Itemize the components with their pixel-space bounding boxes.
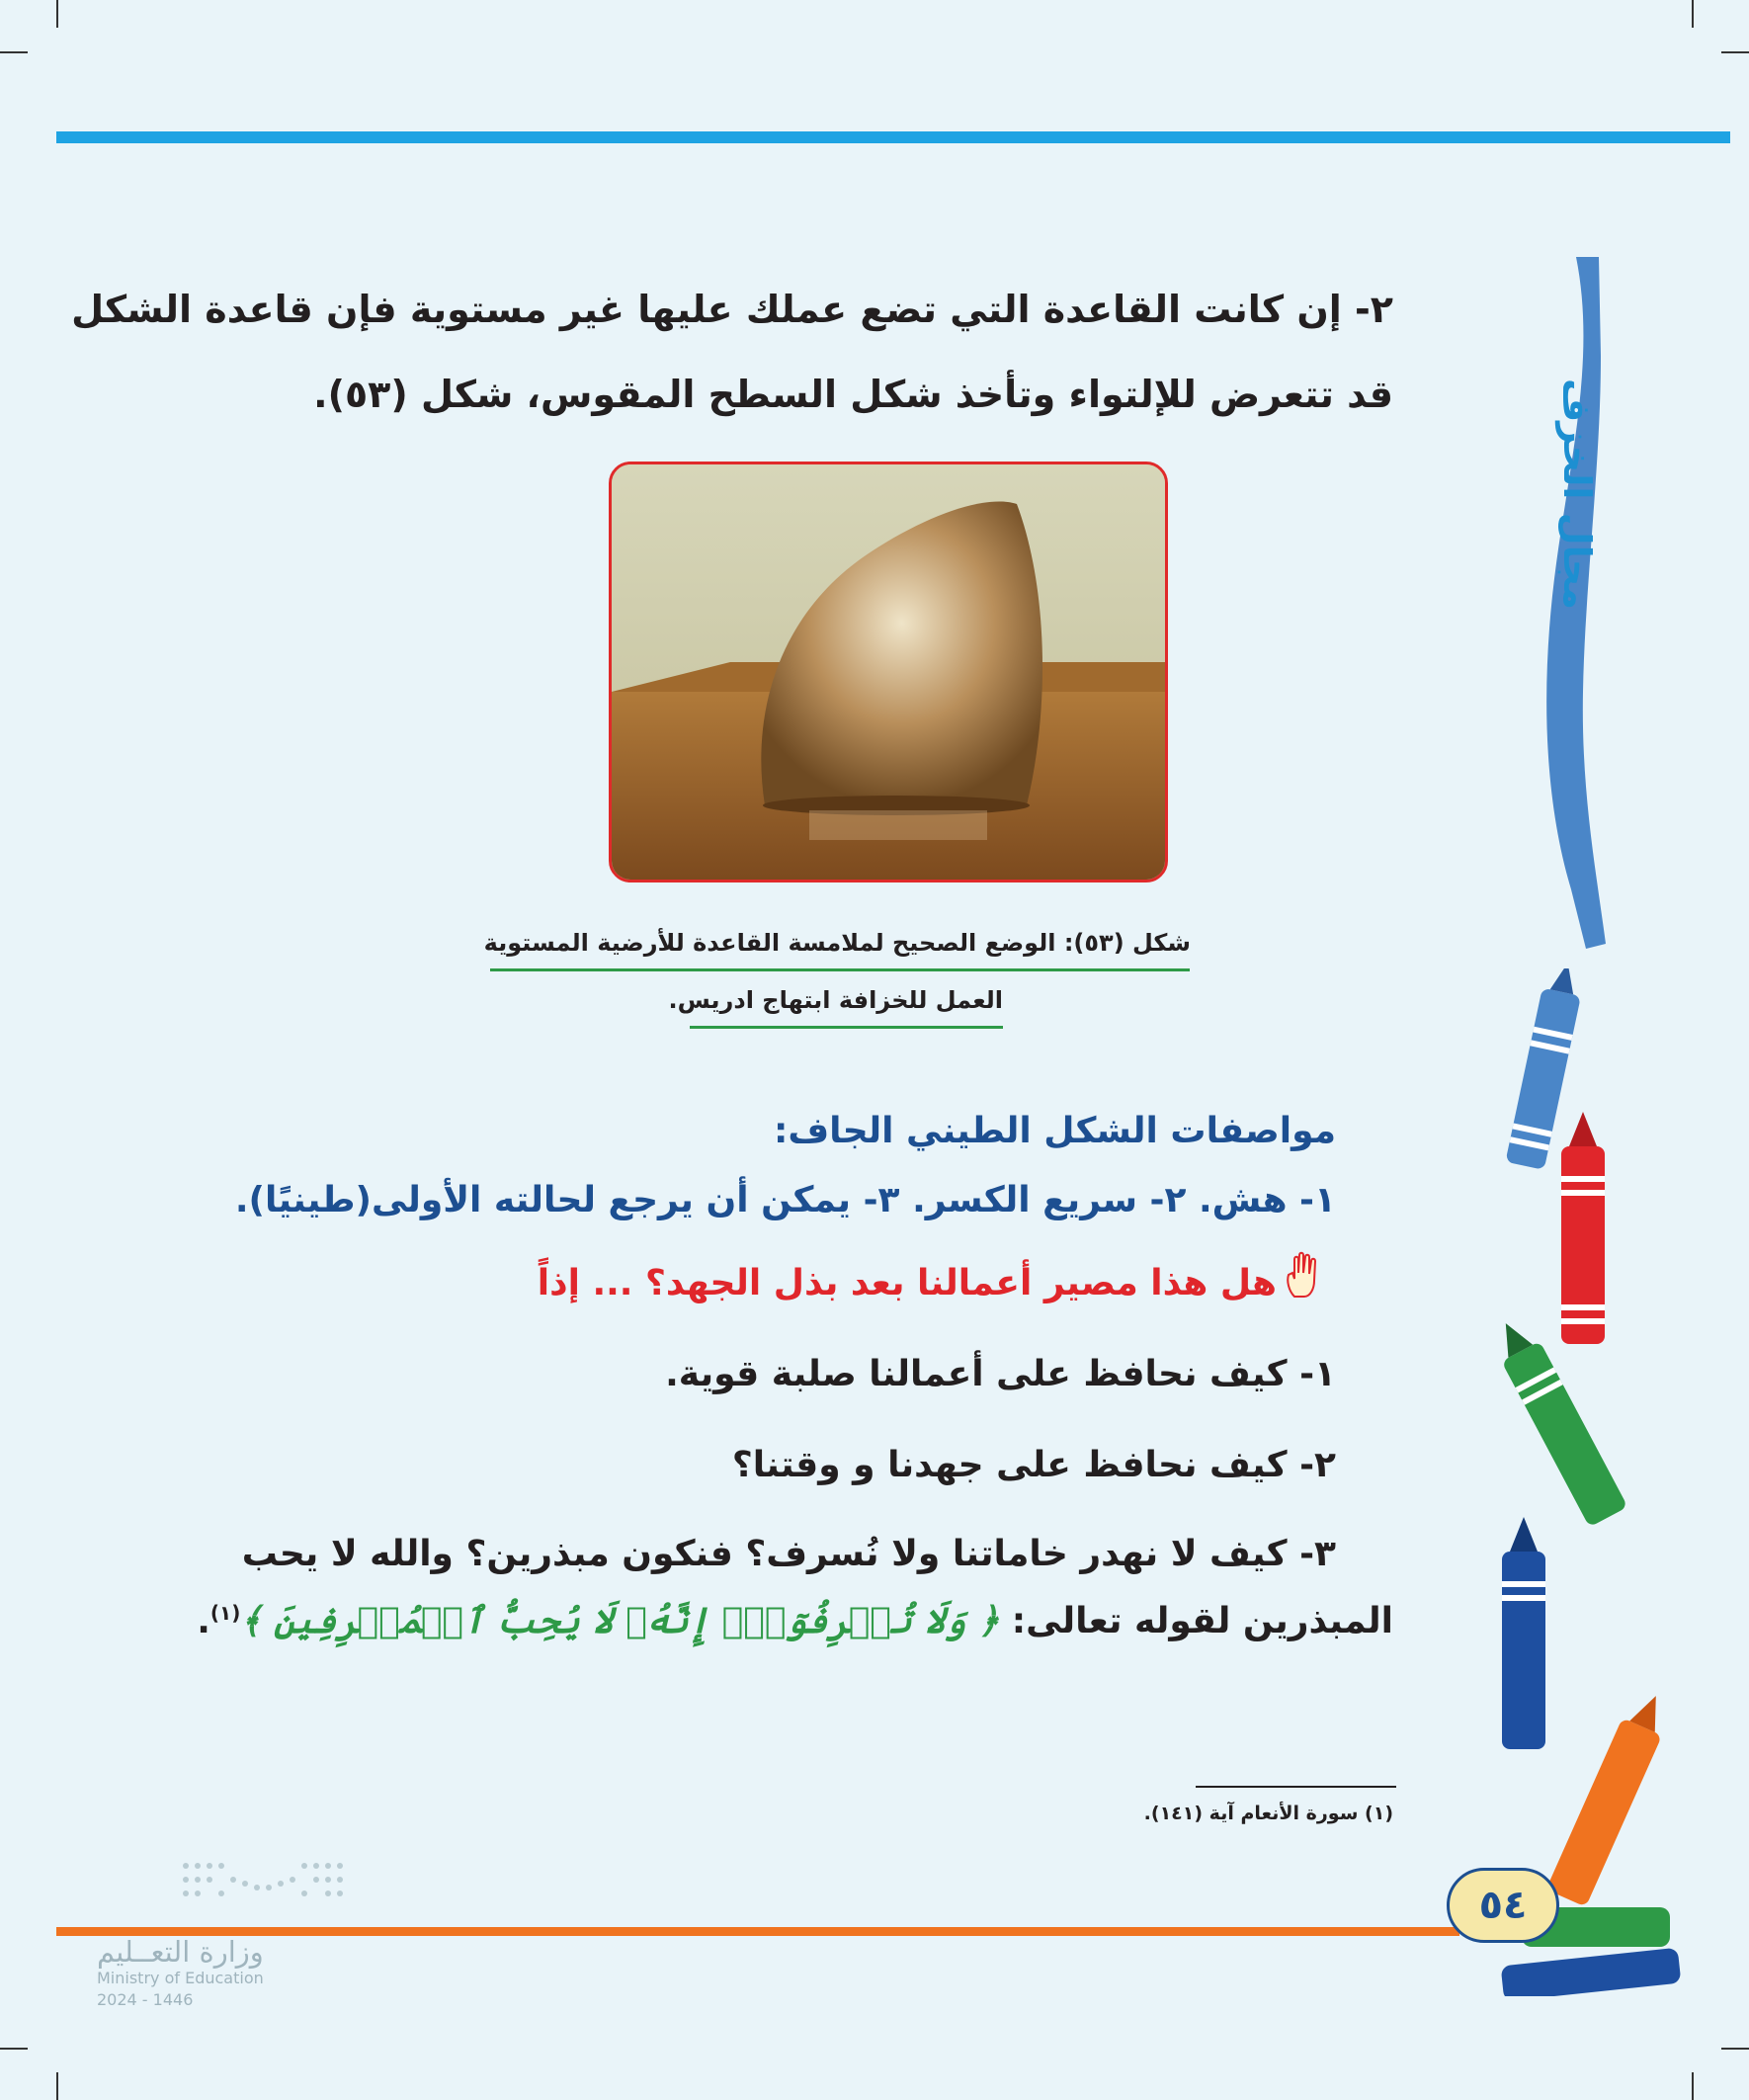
crayon-darkblue-icon (1502, 1517, 1545, 1749)
footnote: (١) سورة الأنعام آية (١٤١). (1143, 1803, 1393, 1824)
crayon-orange-icon (1546, 1687, 1676, 1907)
figure-53-photo (609, 462, 1168, 882)
figure-caption-line1: شكل (٥٣): الوضع الصحيح لملامسة القاعدة للأرضية المستوية (483, 929, 1191, 957)
ministry-name-arabic: وزارة التعــليم (97, 1935, 264, 1969)
ministry-year: 2024 - 1446 (97, 1990, 194, 2009)
crop-mark (56, 2072, 58, 2100)
footnote-ref: (١) (209, 1601, 241, 1625)
question-2: ٢- كيف نحافظ على جهدنا و وقتنا؟ (731, 1445, 1336, 1485)
paragraph-line: ٢- إن كانت القاعدة التي تضع عملك عليها غير مستوية فإن قاعدة الشكل (71, 288, 1393, 331)
crop-mark (1721, 2048, 1749, 2050)
raised-hand-icon (1285, 1251, 1322, 1299)
question-1: ١- كيف نحافظ على أعمالنا صلبة قوية. (665, 1354, 1336, 1394)
crop-mark (1692, 2072, 1694, 2100)
question-3: ٣- كيف لا نهدر خاماتنا ولا نُسرف؟ فنكون مبذرين؟ والله لا يحب (241, 1534, 1336, 1574)
sidebar-section-title: مجال الخزف (1555, 378, 1599, 610)
question-3-continued (197, 1601, 1393, 1641)
paragraph-line: قد تتعرض للإلتواء وتأخذ شكل السطح المقوس، شكل (٥٣). (313, 373, 1393, 416)
sentence-end: . (197, 1601, 210, 1641)
crayon-red-icon (1561, 1112, 1605, 1344)
caption-underline (490, 968, 1190, 971)
ceramic-vessel-image (612, 464, 1165, 880)
ministry-name-english: Ministry of Education (97, 1969, 264, 1987)
crayons-illustration (1462, 968, 1719, 1996)
crayon-green-icon (1486, 1313, 1627, 1528)
quran-verse: ﴿ وَلَا تُسۡرِفُوٓاْۚ إِنَّهُۥ لَا يُحِبُّ ٱلۡمُسۡرِفِينَ ﴾ (240, 1601, 1000, 1641)
crayon-blue-lying-icon (1501, 1948, 1682, 1996)
crop-mark (1692, 0, 1694, 28)
crop-mark (0, 51, 28, 53)
figure-caption-line2: العمل للخزافة ابتهاج ادريس. (668, 986, 1003, 1014)
reflection-question: هل هذا مصير أعمالنا بعد بذل الجهد؟ ... إذاً (537, 1263, 1277, 1303)
top-accent-bar (56, 131, 1730, 143)
crop-mark (56, 0, 58, 28)
verse-intro: المبذرين لقوله تعالى: (999, 1601, 1393, 1641)
section-heading: مواصفات الشكل الطيني الجاف: (773, 1111, 1336, 1151)
footnote-separator (1196, 1786, 1396, 1788)
paragraph-2 (71, 267, 1393, 437)
page-number: ٥٤ (1447, 1868, 1559, 1943)
crop-mark (0, 2048, 28, 2050)
ministry-logo-icon (176, 1856, 354, 1915)
caption-underline (690, 1026, 1003, 1029)
crop-mark (1721, 51, 1749, 53)
properties-list: ١- هش. ٢- سريع الكسر. ٣- يمكن أن يرجع لحالته الأولى(طينيًا). (234, 1180, 1336, 1220)
bottom-accent-bar (56, 1927, 1459, 1936)
